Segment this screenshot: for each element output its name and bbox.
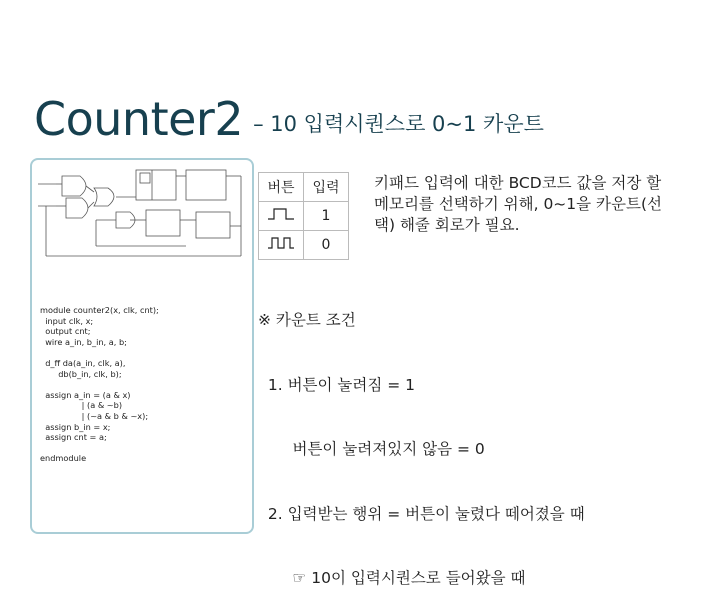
condition-item: 1. 버튼이 눌려짐 = 1 (258, 375, 416, 394)
verilog-code (40, 305, 159, 464)
pulse-short-waveform (259, 202, 304, 231)
description-text: 키패드 입력에 대한 BCD코드 값을 저장 할 메모리를 선택하기 위해, 0~1을 카운트(선택) 해줄 회로가 필요. (374, 174, 662, 234)
conditions-heading: ※ 카운트 조건 (258, 311, 356, 329)
code-line: input clk, x; (40, 315, 94, 326)
code-line: assign b_in = x; (40, 421, 111, 432)
header-input: 입력 (304, 173, 349, 202)
slide-title (34, 92, 544, 146)
code-line: wire a_in, b_in, a, b; (40, 336, 127, 347)
button-input-table (258, 172, 349, 260)
code-line: d_ff da(a_in, clk, a), (40, 357, 126, 368)
title-subtitle: – 10 입력시퀀스로 0~1 카운트 (253, 112, 544, 136)
code-line: assign cnt = a; (40, 432, 107, 443)
table-header-row (259, 173, 349, 202)
code-line: | (a & ~b) (40, 400, 123, 411)
condition-item: 2. 입력받는 행위 = 버튼이 눌렸다 떼어졌을 때 (258, 504, 585, 523)
code-line: db(b_in, clk, b); (40, 368, 122, 379)
circuit-diagram (36, 166, 248, 266)
count-conditions (258, 267, 585, 611)
table-row (259, 202, 349, 231)
title-main: Counter2 (34, 92, 244, 146)
code-line: module counter2(x, clk, cnt); (40, 305, 159, 315)
condition-item: ☞ 10이 입력시퀀스로 들어왔을 때 (258, 569, 526, 587)
header-button: 버튼 (259, 173, 304, 202)
code-line: assign a_in = (a & x) (40, 389, 131, 400)
code-line: | (~a & b & ~x); (40, 410, 149, 421)
condition-item: 버튼이 눌려져있지 않음 = 0 (258, 440, 485, 458)
table-cell-value: 0 (304, 231, 349, 260)
waveform-icon (266, 207, 296, 221)
code-line: output cnt; (40, 326, 91, 337)
table-cell-value: 1 (304, 202, 349, 231)
table-row (259, 231, 349, 260)
waveform-icon (266, 236, 296, 250)
pulse-double-waveform (259, 231, 304, 260)
code-line: endmodule (40, 453, 87, 464)
